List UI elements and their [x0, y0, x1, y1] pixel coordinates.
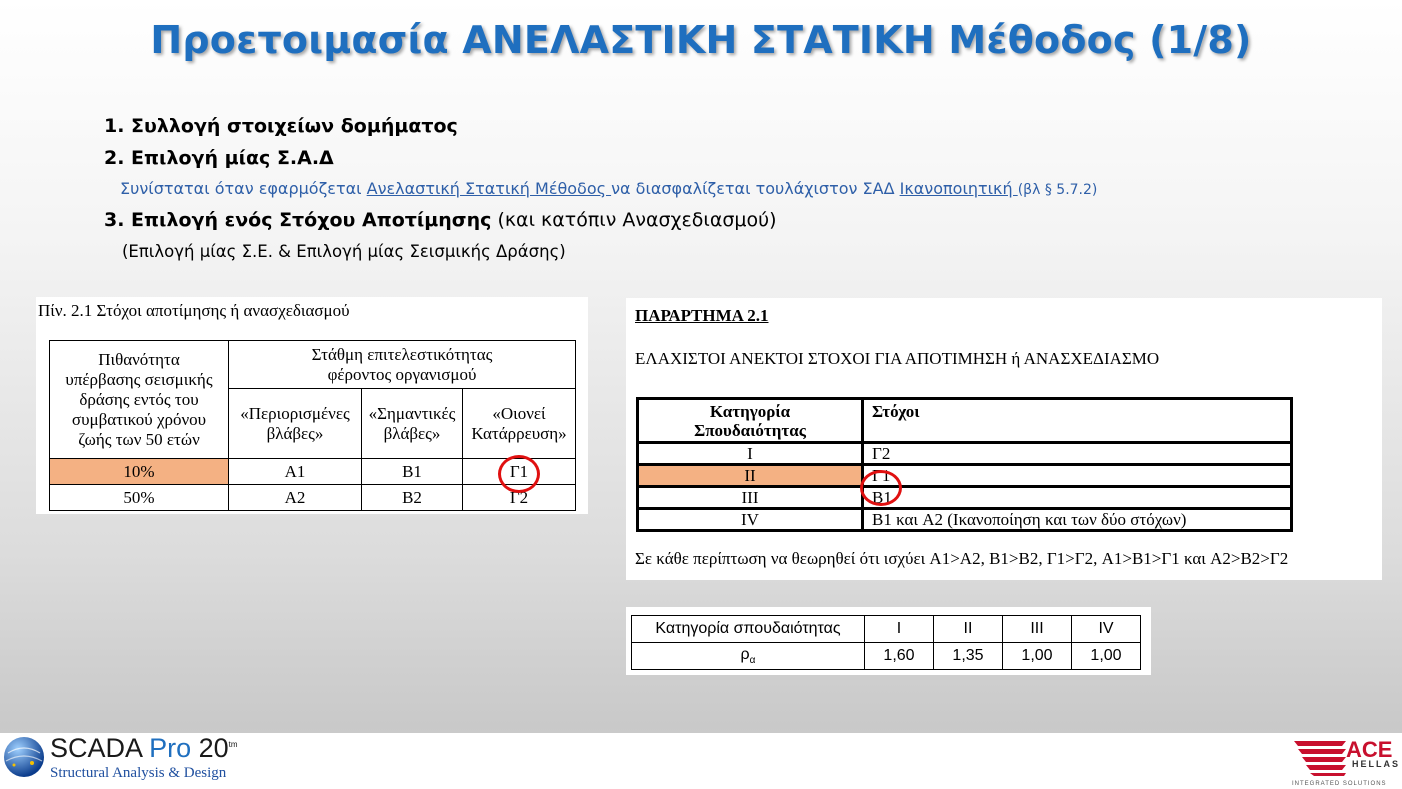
- appendix-note: Σε κάθε περίπτωση να θεωρηθεί ότι ισχύει A1>A2, B1>B2, Γ1>Γ2, A1>B1>Γ1 και A2>B2>Γ2: [635, 549, 1289, 568]
- highlight-circle: [860, 470, 902, 506]
- ace-flag-icon: [1290, 737, 1348, 777]
- table-row: [638, 487, 1292, 509]
- cell-value: 1,00: [1072, 643, 1141, 670]
- table-row: [50, 459, 576, 485]
- brand-name: SCADA Pro $20^{tm}$: [50, 733, 238, 763]
- cell-a: A1: [229, 459, 362, 485]
- scada-globe-logo: [2, 735, 46, 783]
- header-performance: Στάθμη επιτελεστικότητας φέροντος οργανισμού: [229, 341, 576, 389]
- header-probability: Πιθανότητα υπέρβασης σεισμικής δράσης εντός του συμβατικού χρόνου ζωής των 50 ετών: [50, 341, 229, 459]
- importance-factor-table: [631, 615, 1141, 670]
- step-3-rest: (και κατόπιν Ανασχεδιασμού): [491, 209, 777, 231]
- cell-category: II: [638, 465, 863, 487]
- step-2-note: [120, 179, 1097, 198]
- cell-label: Κατηγορία σπουδαιότητας: [632, 616, 865, 643]
- cell-prob: 10%: [50, 459, 229, 485]
- cell-cat: III: [1003, 616, 1072, 643]
- cell-b: B1: [362, 459, 463, 485]
- highlight-circle: [498, 455, 540, 493]
- header-limited-damage: «Περιορισμένες βλάβες»: [229, 389, 362, 459]
- targets-table-panel: [36, 297, 588, 514]
- header-significant-damage: «Σημαντικές βλάβες»: [362, 389, 463, 459]
- cell-goal: Γ2: [863, 443, 1292, 465]
- cell-cat: IV: [1072, 616, 1141, 643]
- cell-category: III: [638, 487, 863, 509]
- cell-cat: II: [934, 616, 1003, 643]
- appendix-heading: ΠΑΡΑΡΤΗΜΑ 2.1: [635, 306, 769, 325]
- cell-goal: B1 και A2 (Ικανοποίηση και των δύο στόχων): [863, 509, 1292, 531]
- cell-cat: I: [865, 616, 934, 643]
- cell-b: B2: [362, 485, 463, 511]
- cell-prob: 50%: [50, 485, 229, 511]
- cell-c: Γ2: [463, 485, 576, 511]
- cell-category: IV: [638, 509, 863, 531]
- cell-c: Γ1: [463, 459, 576, 485]
- cell-value: 1,00: [1003, 643, 1072, 670]
- table-row: [638, 443, 1292, 465]
- cell-value: 1,35: [934, 643, 1003, 670]
- appendix-panel: [626, 298, 1382, 580]
- cell-a: A2: [229, 485, 362, 511]
- table-caption: Πίν. 2.1 Στόχοι αποτίμησης ή ανασχεδιασμού: [38, 301, 350, 320]
- cell-goal: B1: [863, 487, 1292, 509]
- header-near-collapse: «Οιονεί Κατάρρευση»: [463, 389, 576, 459]
- integrated-text: INTEGRATED SOLUTIONS: [1292, 781, 1387, 787]
- note-text: Συνίσταται όταν εφαρμόζεται: [120, 179, 367, 198]
- footer: [0, 733, 1402, 789]
- step-2: 2. Επιλογή μίας Σ.Α.Δ: [104, 147, 334, 169]
- link-satisfactory[interactable]: Ικανοποιητική: [899, 179, 1018, 198]
- page-title: Προετοιμασία ΑΝΕΛΑΣΤΙΚΗ ΣΤΑΤΙΚΗ Μέθοδος (1/8): [150, 18, 1252, 62]
- brand-subtitle: Structural Analysis & Design: [50, 765, 227, 781]
- header-importance: Κατηγορία Σπουδαιότητας: [638, 399, 863, 443]
- step-3-sub: (Επιλογή μίας Σ.Ε. & Επιλογή μίας Σεισμικής Δράσης): [122, 242, 566, 261]
- cell-value: 1,60: [865, 643, 934, 670]
- table-row: [638, 509, 1292, 531]
- appendix-subheading: ΕΛΑΧΙΣΤΟΙ ΑΝΕΚΤΟΙ ΣΤΟΧΟΙ ΓΙΑ ΑΠΟΤΙΜΗΣΗ ή ΑΝΑΣΧΕΔΙΑΣΜΟ: [635, 349, 1160, 368]
- step-3: [104, 209, 777, 231]
- ace-text: ACE: [1346, 737, 1393, 762]
- note-text: να διασφαλίζεται τουλάχιστον ΣΑΔ: [611, 179, 900, 198]
- importance-factor-panel: [626, 607, 1151, 675]
- step-1: 1. Συλλογή στοιχείων δομήματος: [104, 115, 458, 137]
- table-row: [50, 485, 576, 511]
- targets-table: [49, 340, 576, 511]
- cell-goal: Γ1: [863, 465, 1292, 487]
- min-targets-table: [636, 397, 1293, 532]
- table-row: [638, 465, 1292, 487]
- note-ref: (βλ § 5.7.2): [1017, 182, 1098, 198]
- cell-rho: $\rho_\alpha$: [632, 643, 865, 670]
- header-goals: Στόχοι: [863, 399, 1292, 443]
- step-3-title: 3. Επιλογή ενός Στόχου Αποτίμησης: [104, 209, 492, 231]
- hellas-text: HELLAS: [1352, 759, 1400, 769]
- link-inelastic-method[interactable]: Ανελαστική Στατική Μέθοδος: [366, 179, 612, 198]
- cell-category: I: [638, 443, 863, 465]
